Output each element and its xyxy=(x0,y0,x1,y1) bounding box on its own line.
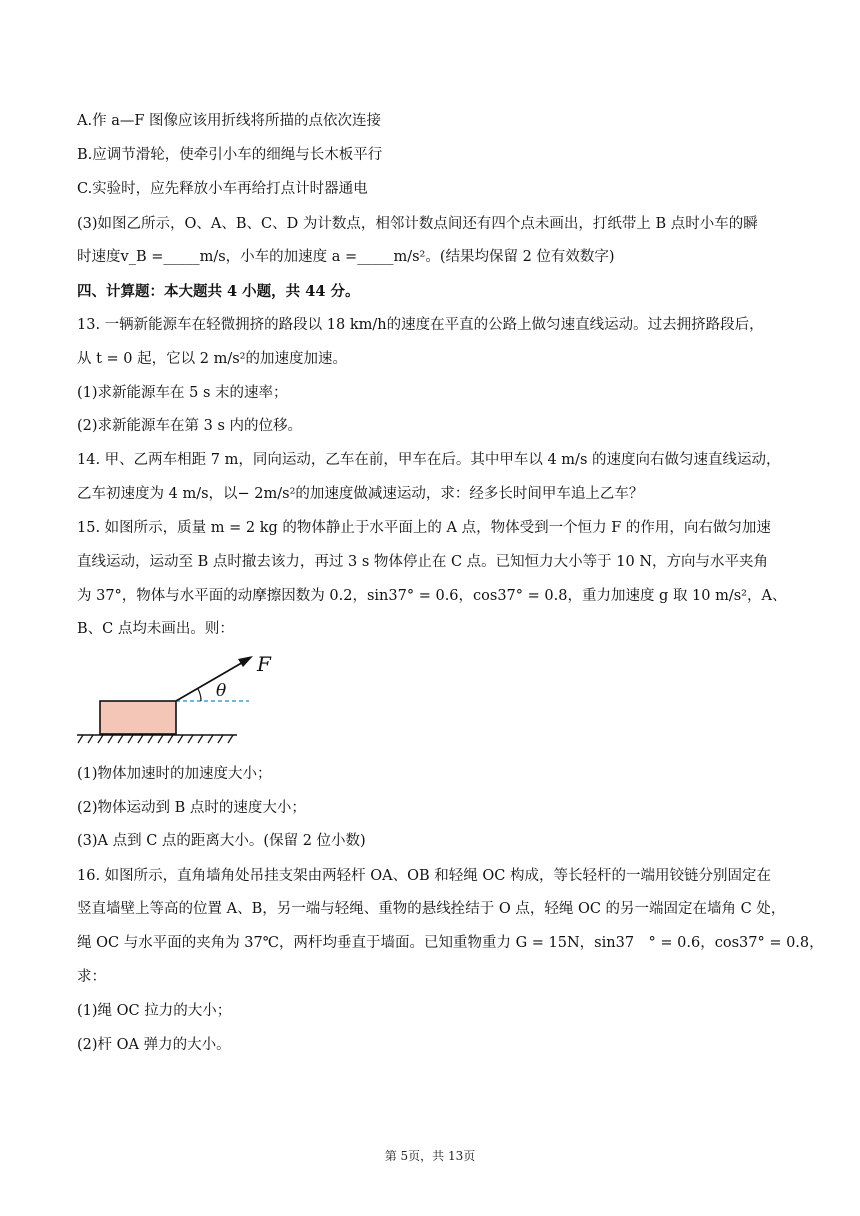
question-14-line-1: 14. 甲、乙两车相距 7 m，同向运动，乙车在前，甲车在后。其中甲车以 4 m/s 的速度向右做匀速直线运动， xyxy=(77,452,781,468)
question-15-line-4: B、C 点均未画出。则： xyxy=(77,621,234,637)
question-16-part-2: (2)杆 OA 弹力的大小。 xyxy=(77,1037,231,1053)
option-c: C.实验时，应先释放小车再给打点计时器通电 xyxy=(77,181,368,197)
ground-hatching xyxy=(78,735,233,743)
question-16-part-1: (1)绳 OC 拉力的大小； xyxy=(77,1003,232,1019)
option-b: B.应调节滑轮，使牵引小车的细绳与长木板平行 xyxy=(77,147,383,163)
question-16-line-1: 16. 如图所示，直角墙角处吊挂支架由两轻杆 OA、OB 和轻绳 OC 构成，等长轻杆的一端用铰链分别固定在 xyxy=(77,868,771,884)
question-15-part-3: (3)A 点到 C 点的距离大小。(保留 2 位小数) xyxy=(77,833,366,849)
question-12-part-3-line-1: (3)如图乙所示，O、A、B、C、D 为计数点，相邻计数点间还有四个点未画出，打纸带上 B 点时小车的瞬 xyxy=(77,216,758,232)
page-footer: 第 5页，共 13页 xyxy=(384,1149,476,1163)
question-16-line-2: 竖直墙壁上等高的位置 A、B，另一端与轻绳、重物的悬线拴结于 O 点，轻绳 OC 的另一端固定在墙角 C 处， xyxy=(77,901,786,917)
question-15-part-1: (1)物体加速时的加速度大小； xyxy=(77,766,272,782)
force-arrow-shaft xyxy=(176,661,245,701)
angle-arc xyxy=(198,689,201,701)
force-label: F xyxy=(257,652,271,676)
question-13-line-1: 13. 一辆新能源车在轻微拥挤的路段以 18 km/h的速度在平直的公路上做匀速直线运动。过去拥挤路段后， xyxy=(77,317,764,333)
angle-label: θ xyxy=(216,681,227,701)
question-13-part-1: (1)求新能源车在 5 s 末的速率； xyxy=(77,385,288,401)
force-arrow-head xyxy=(238,656,253,667)
question-15-line-3: 为 37°，物体与水平面的动摩擦因数为 0.2，sin37° = 0.6，cos37° = 0.8，重力加速度 g 取 10 m/s²，A、 xyxy=(77,588,787,604)
question-15-part-2: (2)物体运动到 B 点时的速度大小； xyxy=(77,800,306,816)
block-shape xyxy=(100,701,176,734)
question-13-line-2: 从 t = 0 起，它以 2 m/s²的加速度加速。 xyxy=(77,351,347,367)
question-16-line-4: 求： xyxy=(77,969,106,985)
option-a: A.作 a—F 图像应该用折线将所描的点依次连接 xyxy=(77,113,382,129)
question-16-line-3: 绳 OC 与水平面的夹角为 37℃，两杆均垂直于墙面。已知重物重力 G = 15N，sin37 ° = 0.6，cos37° = 0.8， xyxy=(77,935,824,951)
question-15-line-1: 15. 如图所示，质量 m = 2 kg 的物体静止于水平面上的 A 点，物体受到一个恒力 F 的作用，向右做匀加速 xyxy=(77,520,771,536)
question-13-part-2: (2)求新能源车在第 3 s 内的位移。 xyxy=(77,418,303,434)
question-15-line-2: 直线运动，运动至 B 点时撤去该力，再过 3 s 物体停止在 C 点。已知恒力大小等于 10 N，方向与水平夹角 xyxy=(77,554,769,570)
question-12-part-3-line-2: 时速度v_B =_____m/s，小车的加速度 a =_____m/s²。(结果均保留 2 位有效数字) xyxy=(77,249,615,265)
block-force-figure xyxy=(77,648,271,748)
question-14-line-2: 乙车初速度为 4 m/s，以− 2m/s²的加速度做减速运动，求：经多长时间甲车追上乙车？ xyxy=(77,486,644,502)
section-heading: 四、计算题：本大题共 4 小题，共 44 分。 xyxy=(77,283,360,300)
